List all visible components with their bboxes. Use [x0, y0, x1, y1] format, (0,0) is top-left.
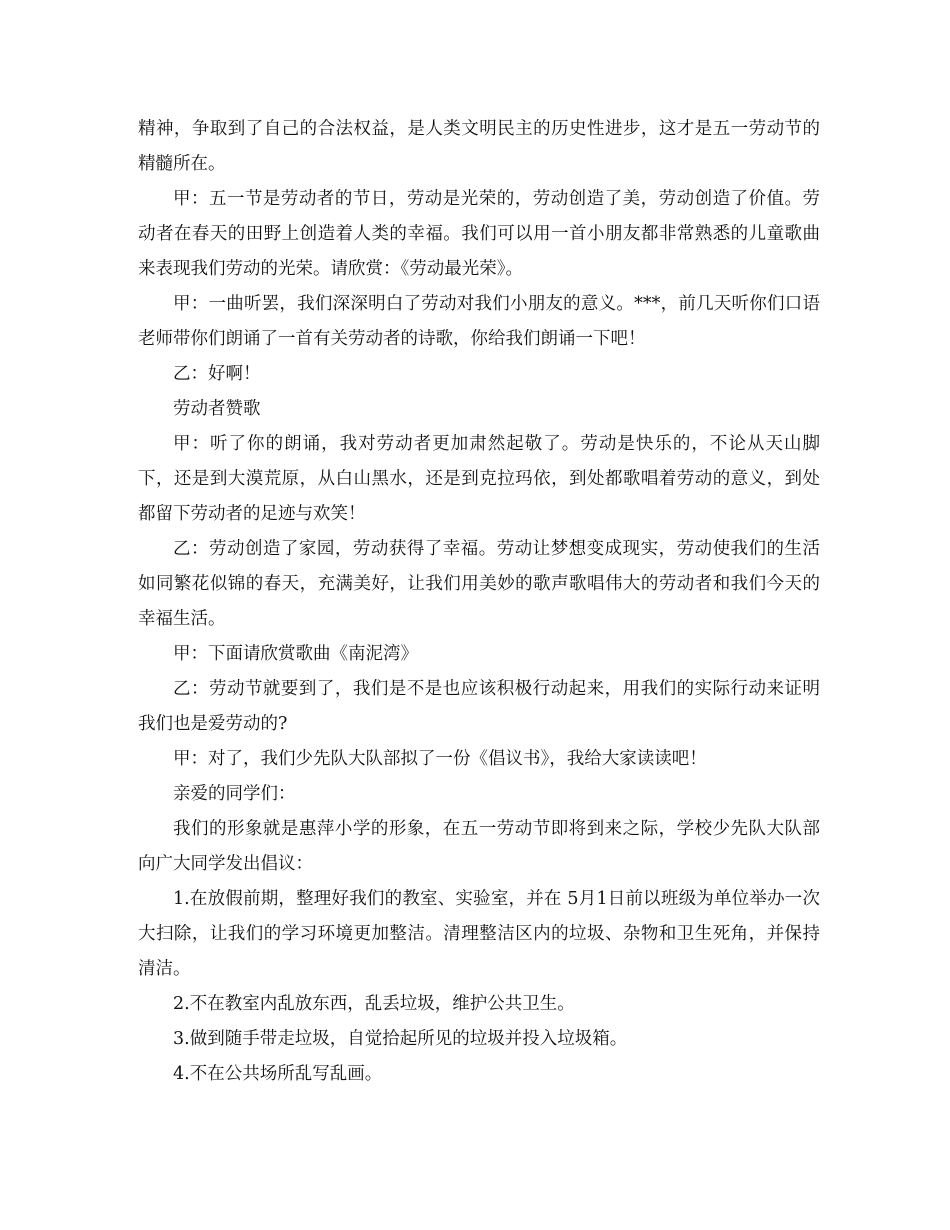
- letter-salutation: 亲爱的同学们：: [173, 784, 296, 804]
- paragraph-10: 甲：对了，我们少先队大队部拟了一份《倡议书》，我给大家读读吧！: [173, 749, 707, 769]
- document-body: [138, 112, 820, 1092]
- paragraph-4: 乙：好啊！: [173, 364, 261, 384]
- proposal-item-2: 2.不在教室内乱放东西，乱丢垃圾，维护公共卫生。: [173, 994, 575, 1014]
- proposal-item-3: 3.做到随手带走垃圾，自觉拾起所见的垃圾并投入垃圾箱。: [173, 1029, 628, 1049]
- paragraph-7: 乙：劳动创造了家园，劳动获得了幸福。劳动让梦想变成现实，劳动使我们的生活如同繁花似锦的春天，充满美好，让我们用美妙的歌声歌唱伟大的劳动者和我们今天的幸福生活。: [138, 539, 820, 629]
- proposal-item-1: 1.在放假前期，整理好我们的教室、实验室，并在 5月1日前以班级为单位举办一次大扫除，让我们的学习环境更加整洁。清理整洁区内的垃圾、杂物和卫生死角，并保持清洁。: [138, 889, 820, 979]
- paragraph-6: 甲：听了你的朗诵，我对劳动者更加肃然起敬了。劳动是快乐的，不论从天山脚下，还是到大漠荒原，从白山黑水，还是到克拉玛依，到处都歌唱着劳动的意义，到处都留下劳动者的足迹与欢笑！: [138, 434, 820, 524]
- letter-intro: 我们的形象就是惠萍小学的形象，在五一劳动节即将到来之际，学校少先队大队部向广大同学发出倡议：: [138, 819, 820, 874]
- paragraph-2: 甲：五一节是劳动者的节日，劳动是光荣的，劳动创造了美，劳动创造了价值。劳动者在春天的田野上创造着人类的幸福。我们可以用一首小朋友都非常熟悉的儿童歌曲来表现我们劳动的光荣。请欣赏：《劳动最光荣》。: [138, 189, 820, 279]
- poem-title: 劳动者赞歌: [173, 399, 261, 419]
- paragraph-1: 精神，争取到了自己的合法权益，是人类文明民主的历史性进步，这才是五一劳动节的精髓所在。: [138, 119, 820, 174]
- paragraph-3: 甲：一曲听罢，我们深深明白了劳动对我们小朋友的意义。***，前几天听你们口语老师带你们朗诵了一首有关劳动者的诗歌，你给我们朗诵一下吧！: [138, 294, 820, 349]
- paragraph-9: 乙：劳动节就要到了，我们是不是也应该积极行动起来，用我们的实际行动来证明我们也是爱劳动的?: [138, 679, 820, 734]
- proposal-item-4: 4.不在公共场所乱写乱画。: [173, 1064, 383, 1084]
- paragraph-8: 甲：下面请欣赏歌曲《南泥湾》: [173, 644, 418, 664]
